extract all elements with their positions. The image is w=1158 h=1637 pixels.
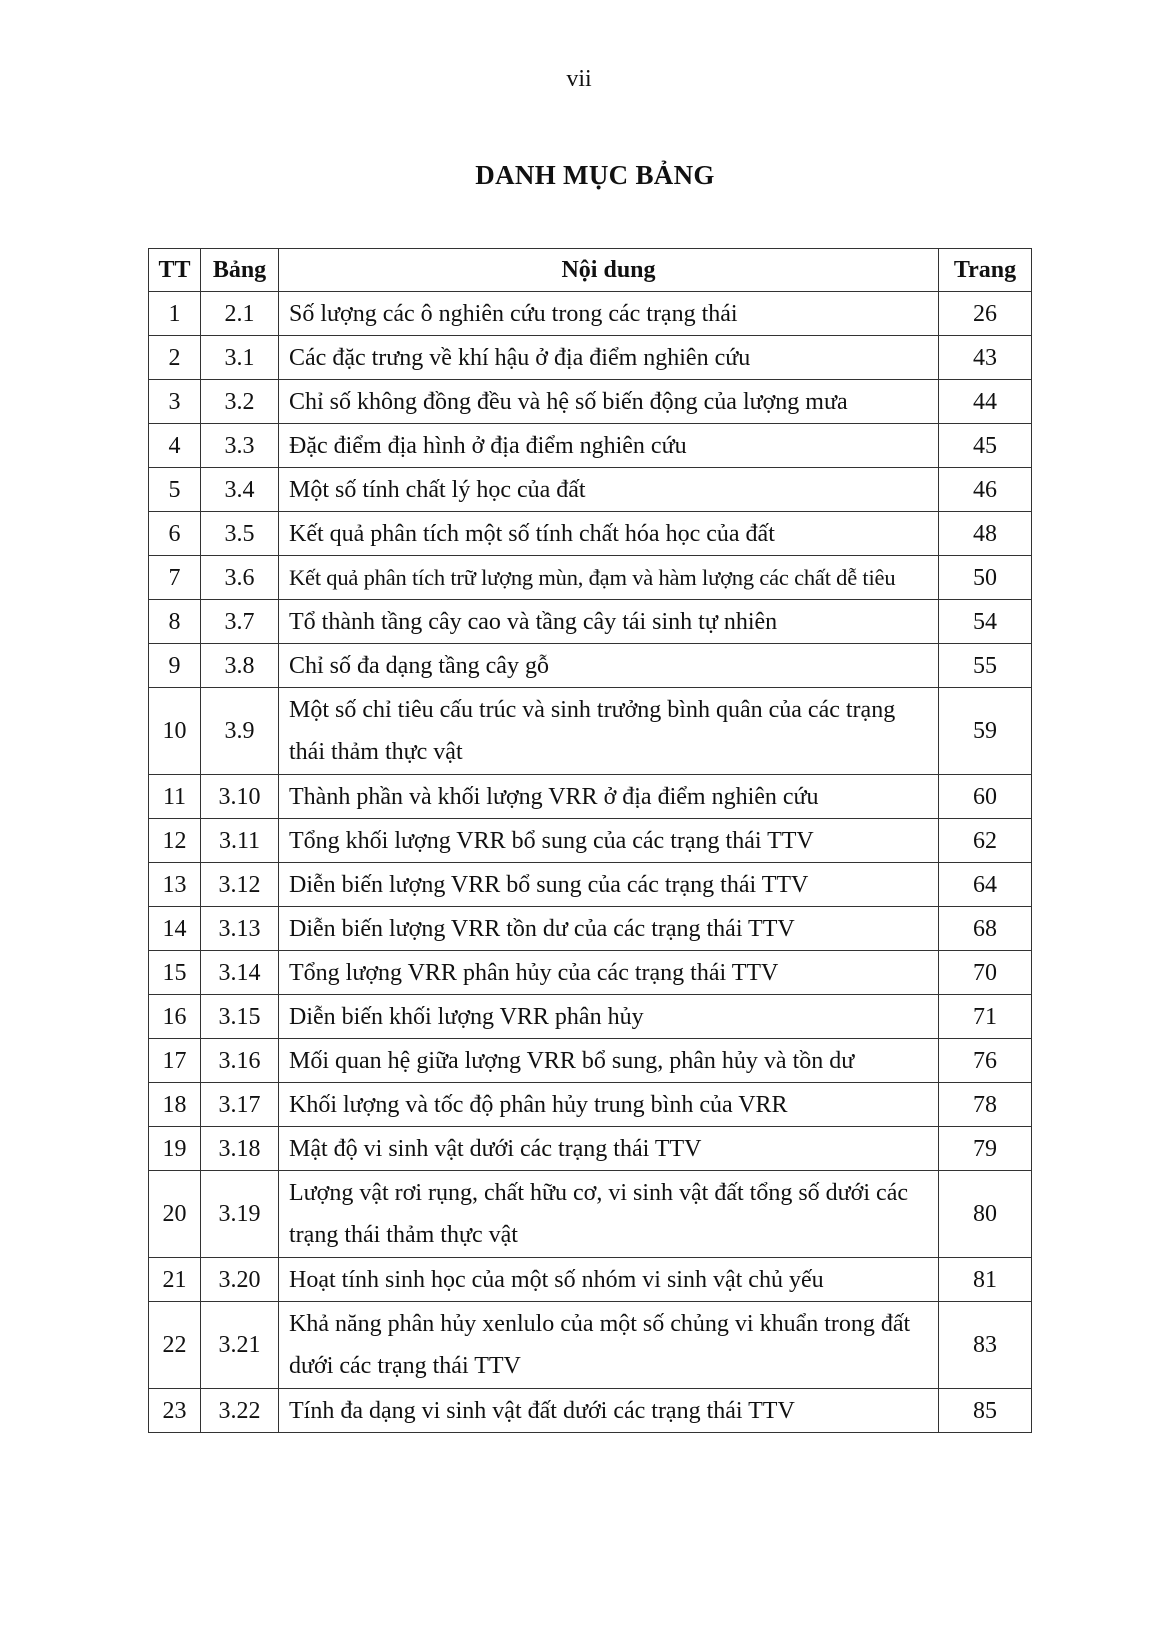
cell-trang: 81 (939, 1258, 1032, 1302)
cell-trang: 62 (939, 819, 1032, 863)
cell-tt: 15 (149, 951, 201, 995)
cell-content: Đặc điểm địa hình ở địa điểm nghiên cứu (279, 424, 939, 468)
cell-bang: 3.6 (201, 556, 279, 600)
cell-tt: 8 (149, 600, 201, 644)
table-of-tables (148, 248, 1032, 1433)
cell-tt: 7 (149, 556, 201, 600)
table-row (149, 336, 1032, 380)
cell-content: Diễn biến khối lượng VRR phân hủy (279, 995, 939, 1039)
cell-trang: 46 (939, 468, 1032, 512)
cell-content: Số lượng các ô nghiên cứu trong các trạng thái (279, 292, 939, 336)
cell-tt: 23 (149, 1389, 201, 1433)
header-tt: TT (149, 249, 201, 292)
table-row (149, 1258, 1032, 1302)
cell-content: Một số chỉ tiêu cấu trúc và sinh trưởng bình quân của các trạng thái thảm thực vật (279, 688, 939, 775)
cell-tt: 18 (149, 1083, 201, 1127)
cell-tt: 3 (149, 380, 201, 424)
cell-content: Tổng khối lượng VRR bổ sung của các trạng thái TTV (279, 819, 939, 863)
cell-trang: 70 (939, 951, 1032, 995)
cell-bang: 3.4 (201, 468, 279, 512)
cell-content: Thành phần và khối lượng VRR ở địa điểm nghiên cứu (279, 775, 939, 819)
table-row (149, 556, 1032, 600)
cell-bang: 3.19 (201, 1171, 279, 1258)
cell-trang: 83 (939, 1302, 1032, 1389)
cell-bang: 3.11 (201, 819, 279, 863)
cell-content: Hoạt tính sinh học của một số nhóm vi sinh vật chủ yếu (279, 1258, 939, 1302)
cell-trang: 71 (939, 995, 1032, 1039)
cell-tt: 2 (149, 336, 201, 380)
cell-tt: 12 (149, 819, 201, 863)
cell-bang: 3.14 (201, 951, 279, 995)
cell-tt: 22 (149, 1302, 201, 1389)
cell-trang: 59 (939, 688, 1032, 775)
cell-tt: 4 (149, 424, 201, 468)
cell-trang: 55 (939, 644, 1032, 688)
table-row (149, 1039, 1032, 1083)
cell-content: Mối quan hệ giữa lượng VRR bổ sung, phân hủy và tồn dư (279, 1039, 939, 1083)
cell-tt: 10 (149, 688, 201, 775)
cell-content: Tổng lượng VRR phân hủy của các trạng thái TTV (279, 951, 939, 995)
cell-content: Mật độ vi sinh vật dưới các trạng thái TTV (279, 1127, 939, 1171)
cell-tt: 21 (149, 1258, 201, 1302)
cell-trang: 44 (939, 380, 1032, 424)
table-row (149, 688, 1032, 775)
cell-content: Diễn biến lượng VRR bổ sung của các trạng thái TTV (279, 863, 939, 907)
table-body (149, 292, 1032, 1433)
table-row (149, 995, 1032, 1039)
table-row (149, 468, 1032, 512)
cell-tt: 14 (149, 907, 201, 951)
cell-content: Kết quả phân tích trữ lượng mùn, đạm và hàm lượng các chất dễ tiêu (279, 556, 939, 600)
cell-bang: 3.18 (201, 1127, 279, 1171)
cell-tt: 5 (149, 468, 201, 512)
cell-trang: 60 (939, 775, 1032, 819)
cell-trang: 50 (939, 556, 1032, 600)
table-row (149, 424, 1032, 468)
table-row (149, 951, 1032, 995)
table-row (149, 819, 1032, 863)
cell-trang: 78 (939, 1083, 1032, 1127)
cell-content: Các đặc trưng về khí hậu ở địa điểm nghiên cứu (279, 336, 939, 380)
cell-trang: 54 (939, 600, 1032, 644)
header-content: Nội dung (279, 249, 939, 292)
table-row (149, 907, 1032, 951)
cell-bang: 3.13 (201, 907, 279, 951)
cell-tt: 6 (149, 512, 201, 556)
table-row (149, 1083, 1032, 1127)
cell-bang: 3.12 (201, 863, 279, 907)
cell-tt: 17 (149, 1039, 201, 1083)
table-row (149, 1127, 1032, 1171)
cell-bang: 3.3 (201, 424, 279, 468)
cell-bang: 3.2 (201, 380, 279, 424)
cell-content: Kết quả phân tích một số tính chất hóa học của đất (279, 512, 939, 556)
cell-content: Diễn biến lượng VRR tồn dư của các trạng thái TTV (279, 907, 939, 951)
cell-bang: 3.16 (201, 1039, 279, 1083)
table-row (149, 644, 1032, 688)
cell-tt: 1 (149, 292, 201, 336)
table-row (149, 1171, 1032, 1258)
cell-tt: 19 (149, 1127, 201, 1171)
cell-content: Một số tính chất lý học của đất (279, 468, 939, 512)
cell-tt: 11 (149, 775, 201, 819)
cell-trang: 85 (939, 1389, 1032, 1433)
cell-content: Khối lượng và tốc độ phân hủy trung bình của VRR (279, 1083, 939, 1127)
cell-trang: 48 (939, 512, 1032, 556)
cell-bang: 3.17 (201, 1083, 279, 1127)
table-row (149, 380, 1032, 424)
cell-trang: 80 (939, 1171, 1032, 1258)
cell-bang: 3.5 (201, 512, 279, 556)
table-header-row (149, 249, 1032, 292)
cell-trang: 64 (939, 863, 1032, 907)
cell-bang: 3.10 (201, 775, 279, 819)
cell-content: Tính đa dạng vi sinh vật đất dưới các trạng thái TTV (279, 1389, 939, 1433)
cell-tt: 20 (149, 1171, 201, 1258)
cell-bang: 3.20 (201, 1258, 279, 1302)
page-number: vii (566, 66, 592, 92)
cell-bang: 3.22 (201, 1389, 279, 1433)
table-row (149, 512, 1032, 556)
table-row (149, 292, 1032, 336)
cell-content: Lượng vật rơi rụng, chất hữu cơ, vi sinh vật đất tổng số dưới các trạng thái thảm thực vật (279, 1171, 939, 1258)
header-trang: Trang (939, 249, 1032, 292)
table-row (149, 1389, 1032, 1433)
header-bang: Bảng (201, 249, 279, 292)
cell-bang: 2.1 (201, 292, 279, 336)
cell-trang: 68 (939, 907, 1032, 951)
table-row (149, 600, 1032, 644)
cell-bang: 3.7 (201, 600, 279, 644)
page-title: DANH MỤC BẢNG (475, 160, 715, 190)
cell-bang: 3.9 (201, 688, 279, 775)
cell-trang: 26 (939, 292, 1032, 336)
cell-trang: 43 (939, 336, 1032, 380)
table-row (149, 863, 1032, 907)
cell-tt: 13 (149, 863, 201, 907)
cell-content: Chỉ số đa dạng tầng cây gỗ (279, 644, 939, 688)
cell-bang: 3.8 (201, 644, 279, 688)
cell-bang: 3.15 (201, 995, 279, 1039)
cell-trang: 79 (939, 1127, 1032, 1171)
cell-bang: 3.1 (201, 336, 279, 380)
table-row (149, 775, 1032, 819)
cell-content: Chỉ số không đồng đều và hệ số biến động của lượng mưa (279, 380, 939, 424)
cell-tt: 16 (149, 995, 201, 1039)
cell-bang: 3.21 (201, 1302, 279, 1389)
cell-trang: 76 (939, 1039, 1032, 1083)
cell-trang: 45 (939, 424, 1032, 468)
cell-tt: 9 (149, 644, 201, 688)
cell-content: Tổ thành tầng cây cao và tầng cây tái sinh tự nhiên (279, 600, 939, 644)
cell-content: Khả năng phân hủy xenlulo của một số chủng vi khuẩn trong đất dưới các trạng thái TTV (279, 1302, 939, 1389)
table-row (149, 1302, 1032, 1389)
